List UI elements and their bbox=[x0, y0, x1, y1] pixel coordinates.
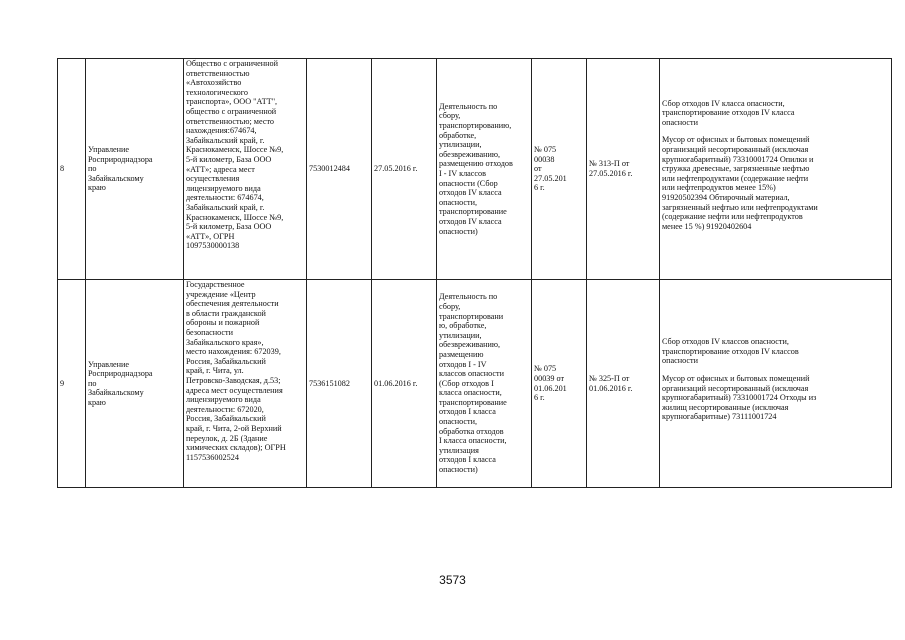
inn-cell: 7530012484 bbox=[307, 59, 372, 280]
inn-cell: 7536151082 bbox=[307, 280, 372, 488]
waste-header: Сбор отходов IV класса опасности, транспортирование отходов IV класса опасности bbox=[662, 98, 795, 127]
activity-cell: Деятельность по сбору, транспортированию, обработке, утилизации, обезвреживанию, размещению отходов I - IV классов опасности (Сбор отходов IV класса опасности, транспортирование отходов IV класса опасности) bbox=[437, 59, 532, 280]
date-cell: 01.06.2016 г. bbox=[372, 280, 437, 488]
table-row bbox=[58, 280, 892, 488]
page-number: 3573 bbox=[439, 573, 466, 587]
license-cell: № 075 00039 от 01.06.201 6 г. bbox=[532, 280, 587, 488]
organization-cell: Государственное учреждение «Центр обеспечения деятельности в области гражданской обороны и пожарной безопасности Забайкальского края», место нахождения: 672039, Россия, Забайкальский край, г. Чита, ул. Петровско-Заводская, д.53; адреса мест осуществления лицензируемого вида деятельности: 672020, Россия, Забайкальский край, г. Чита, 2-ой Верхний переулок, д. 2Б (Здание химических складов); ОГРН 1157536002524 bbox=[184, 280, 307, 488]
activity-cell: Деятельность по сбору, транспортировани ю, обработке, утилизации, обезвреживанию, размещению отходов I - IV классов опасности (Сбор отходов I класса опасности, транспортирование отходов I класса опасности, обработка отходов I класса опасности, утилизация отходов I класса опасности) bbox=[437, 280, 532, 488]
waste-cell bbox=[660, 280, 892, 488]
waste-list: Мусор от офисных и бытовых помещений организаций несортированный (исключая крупногабаритный) 73310001724 Отходы из жилищ несортированные (исключая крупногабаритные) 73111001724 bbox=[662, 373, 817, 422]
waste-header: Сбор отходов IV классов опасности, транспортирование отходов IV классов опасности bbox=[662, 337, 799, 366]
license-registry-table bbox=[57, 58, 892, 488]
authority-cell: Управление Росприроднадзора по Забайкальскому краю bbox=[86, 280, 184, 488]
authority-cell: Управление Росприроднадзора по Забайкальскому краю bbox=[86, 59, 184, 280]
order-cell: № 313-П от 27.05.2016 г. bbox=[587, 59, 660, 280]
license-cell: № 075 00038 от 27.05.201 6 г. bbox=[532, 59, 587, 280]
row-number: 8 bbox=[58, 59, 86, 280]
date-cell: 27.05.2016 г. bbox=[372, 59, 437, 280]
row-number: 9 bbox=[58, 280, 86, 488]
organization-cell: Общество с ограниченной ответственностью «Автохозяйство технологического транспорта», ООО "АТТ", общество с ограниченной ответственностью; место нахождения:674674, Забайкальский край, г. Краснокаменск, Шоссе №9, 5-й километр, База ООО «АТТ»; адреса мест осуществления лицензируемого вида деятельности: 674674, Забайкальский край, г. Краснокаменск, Шоссе №9, 5-й километр, База ООО «АТТ», ОГРН 1097530000138 bbox=[184, 59, 307, 280]
waste-cell bbox=[660, 59, 892, 280]
waste-list: Мусор от офисных и бытовых помещений организаций несортированный (исключая крупногабаритный) 73310001724 Опилки и стружка древесные, загрязненные нефтью или нефтепродуктами (содержание нефти или нефтепродуктов менее 15%) 91920502394 Обтирочный материал, загрязненный нефтью или нефтепродуктами (содержание нефти или нефтепродуктов менее 15 %) 91920402604 bbox=[662, 135, 818, 231]
table-row bbox=[58, 59, 892, 280]
order-cell: № 325-П от 01.06.2016 г. bbox=[587, 280, 660, 488]
